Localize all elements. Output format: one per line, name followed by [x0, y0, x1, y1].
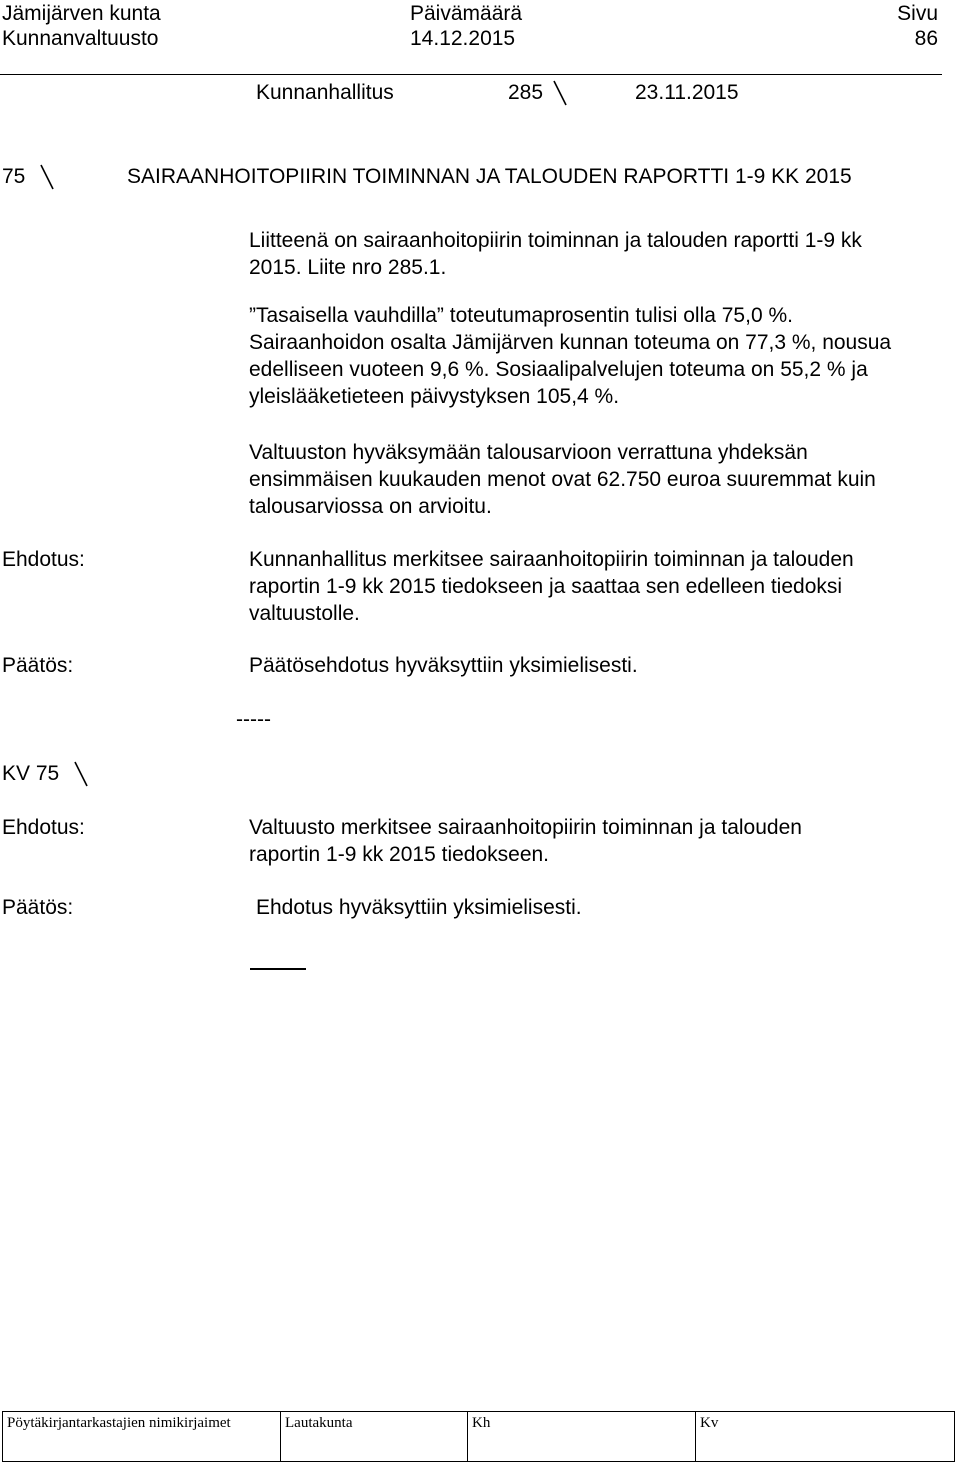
section-sign-icon [72, 760, 90, 788]
kh-decision-text: Päätösehdotus hyväksyttiin yksimielisesti. [249, 654, 638, 677]
header-divider [0, 74, 942, 75]
date-value: 14.12.2015 [410, 27, 516, 50]
budget-paragraph: Valtuuston hyväksymään talousarvioon verrattuna yhdeksän ensimmäisen kuukauden menot ovat 62.750 euroa suuremmat kuin talousarviossa on arvioitu. [249, 441, 876, 518]
footer-cell-initials: Pöytäkirjantarkastajien nimikirjaimet [3, 1412, 281, 1461]
footer-cell-board: Lautakunta [281, 1412, 468, 1461]
date-label: Päivämäärä [410, 2, 523, 25]
kh-item-number: 285 [508, 81, 544, 104]
signature-table [2, 1411, 955, 1462]
item-title: SAIRAANHOITOPIIRIN TOIMINNAN JA TALOUDEN RAPORTTI 1-9 KK 2015 [127, 165, 852, 188]
kv-reference: KV 75 [2, 762, 60, 785]
kh-separator: ----- [236, 708, 271, 731]
section-sign-icon [551, 79, 569, 107]
kh-decision-label: Päätös: [2, 654, 74, 677]
realization-paragraph: ”Tasaisella vauhdilla” toteutumaprosentin tulisi olla 75,0 %. Sairaanhoidon osalta Jämijärven kunnan toteuma on 77,3 %, nousua edelliseen vuoteen 9,6 %. Sosiaalipalvelujen toteuma on 55,2 % ja yleislääketieteen päivystyksen 105,4 %. [249, 304, 892, 408]
kv-proposal-text: Valtuusto merkitsee sairaanhoitopiirin toiminnan ja talouden raportin 1-9 kk 2015 tiedokseen. [249, 816, 802, 866]
kh-meeting-date: 23.11.2015 [635, 81, 739, 104]
kv-proposal-label: Ehdotus: [2, 816, 85, 839]
kv-decision-text: Ehdotus hyväksyttiin yksimielisesti. [256, 896, 582, 919]
municipality-name: Jämijärven kunta [2, 2, 161, 25]
section-sign-icon [38, 163, 56, 191]
page-label: Sivu [897, 2, 938, 25]
attachment-paragraph: Liitteenä on sairaanhoitopiirin toiminnan ja talouden raportti 1-9 kk 2015. Liite nro 285.1. [249, 229, 862, 279]
kh-proposal-text: Kunnanhallitus merkitsee sairaanhoitopiirin toiminnan ja talouden raportin 1-9 kk 2015 tiedokseen ja saattaa sen edelleen tiedoksi valtuustolle. [249, 548, 854, 625]
body-name: Kunnanvaltuusto [2, 27, 159, 50]
footer-cell-kh: Kh [468, 1412, 696, 1461]
page-number: 86 [914, 27, 938, 50]
kh-proposal-label: Ehdotus: [2, 548, 85, 571]
closing-rule [250, 968, 306, 970]
kv-decision-label: Päätös: [2, 896, 74, 919]
footer-cell-kv: Kv [700, 1415, 719, 1431]
kh-board-name: Kunnanhallitus [256, 81, 394, 104]
item-number: 75 [2, 165, 26, 188]
